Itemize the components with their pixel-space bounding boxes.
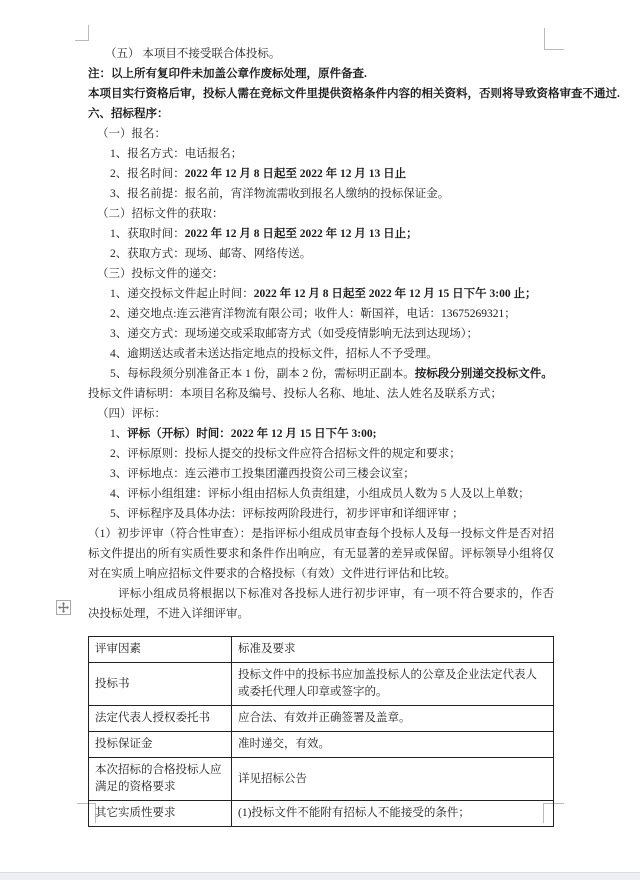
page-bottom-edge <box>0 872 640 880</box>
item-label-requirement: 投标文件请标明：本项目名称及编号、投标人名称、地址、法人姓名及联系方式； <box>88 388 502 400</box>
header-requirement: 标准及要求 <box>232 637 554 663</box>
section-submission: （三）投标文件的递交： <box>97 268 224 280</box>
item-eval-panel: 4、评标小组组建：评标小组由招标人负责组建，小组成员人数为 5 人及以上单数； <box>110 488 530 500</box>
item-reg-method: 1、报名方式：电话报名； <box>110 148 243 160</box>
note-copies: 注：以上所有复印件未加盖公章作废标处理，原件备查. <box>88 68 367 80</box>
item-reg-time: 2、报名时间：2022 年 12 月 8 日起至 2022 年 12 月 13 日止 <box>110 168 407 180</box>
item-submit-time: 1、递交投标文件起止时间：2022 年 12 月 8 日起至 2022 年 12 月 15 日下午 3:00 止； <box>110 288 537 300</box>
note-post-qualification: 本项目实行资格后审，投标人需在竞标文件里提供资格条件内容的相关资料，否则将导致资格审查不通过. <box>88 88 620 100</box>
section-obtain-docs: （二）招标文件的获取： <box>97 208 224 220</box>
item-submit-place: 2、递交地点:连云港宵洋物流有限公司；收件人：靳国祥，电话：13675269321； <box>110 308 516 320</box>
requirement-cell: 详见招标公告 <box>232 758 554 801</box>
criteria-cell: 其它实质性要求 <box>89 801 232 827</box>
section-evaluation: （四）评标： <box>97 408 166 420</box>
header-criteria: 评审因素 <box>89 637 232 663</box>
para-review-criteria: 评标小组成员将根据以下标准对各投标人进行初步评审，有一项不符合要求的，作否决投标处理，不进入详细评审。 <box>88 588 554 620</box>
item-eval-method: 5、评标程序及具体办法：评标按两阶段进行，初步评审和详细评审 ； <box>110 508 464 520</box>
para-preliminary-review: （1）初步评审（符合性审查）：是指评标小组成员审查每个投标人及每一投标文件是否对招标文件提出的所有实质性要求和条件作出响应，有无显著的差异或保留。评标领导小组将仅对在实质上响应招标文件要求的合格投标（有效）文件进行评估和比较。 <box>88 528 554 580</box>
item-eval-place: 3、评标地点：连云港市工投集团灌西投资公司三楼会议室； <box>110 468 415 480</box>
item-eval-time: 1、评标（开标）时间：2022 年 12 月 15 日下午 3:00; <box>110 428 377 440</box>
item-late-delivery: 4、逾期送达或者未送达指定地点的投标文件，招标人不予受理。 <box>110 348 438 360</box>
criteria-cell: 本次招标的合格投标人应满足的资格要求 <box>89 758 232 801</box>
table-move-handle[interactable] <box>56 600 71 615</box>
table-row <box>89 663 554 706</box>
item-obtain-method: 2、获取方式：现场、邮寄、网络传送。 <box>110 248 312 260</box>
item-obtain-time: 1、获取时间：2022 年 12 月 8 日起至 2022 年 12 月 13 日止； <box>110 228 418 240</box>
item-copies: 5、每标段须分别准备正本 1 份，副本 2 份，需标明正副本。按标段分别递交投标文件。 <box>110 368 553 380</box>
requirement-cell: 准时递交，有效。 <box>232 732 554 758</box>
item-reg-precondition: 3、报名前提：报名前，宵洋物流需收到报名人缴纳的投标保证金。 <box>110 188 450 200</box>
table-header-row <box>89 637 554 663</box>
item-submit-method: 3、递交方式：现场递交或采取邮寄方式（如受疫情影响无法到达现场）； <box>110 328 478 340</box>
text-boundary-mark-top-left <box>75 25 89 41</box>
section-registration: （一）报名： <box>97 128 166 140</box>
move-icon <box>58 602 69 613</box>
requirement-cell: (1)投标文件不能附有招标人不能接受的条件； <box>232 801 554 827</box>
criteria-cell: 投标书 <box>89 663 232 706</box>
requirement-cell: 应合法、有效并正确签署及盖章。 <box>232 706 554 732</box>
table-row <box>89 706 554 732</box>
evaluation-table <box>88 636 554 827</box>
item-eval-principle: 2、评标原则：投标人提交的投标文件应符合招标文件的规定和要求； <box>110 448 461 460</box>
clause-no-consortium: （五） 本项目不接受联合体投标。 <box>105 48 281 60</box>
table-row <box>89 732 554 758</box>
document-paragraphs <box>88 44 620 624</box>
table-row <box>89 758 554 801</box>
document-content <box>88 44 620 827</box>
requirement-cell: 投标文件中的投标书应加盖投标人的公章及企业法定代表人或委托代理人印章或签字的。 <box>232 663 554 706</box>
table-row <box>89 801 554 827</box>
criteria-cell: 法定代表人授权委托书 <box>89 706 232 732</box>
heading-procedure: 六、招标程序： <box>88 108 169 120</box>
criteria-cell: 投标保证金 <box>89 732 232 758</box>
